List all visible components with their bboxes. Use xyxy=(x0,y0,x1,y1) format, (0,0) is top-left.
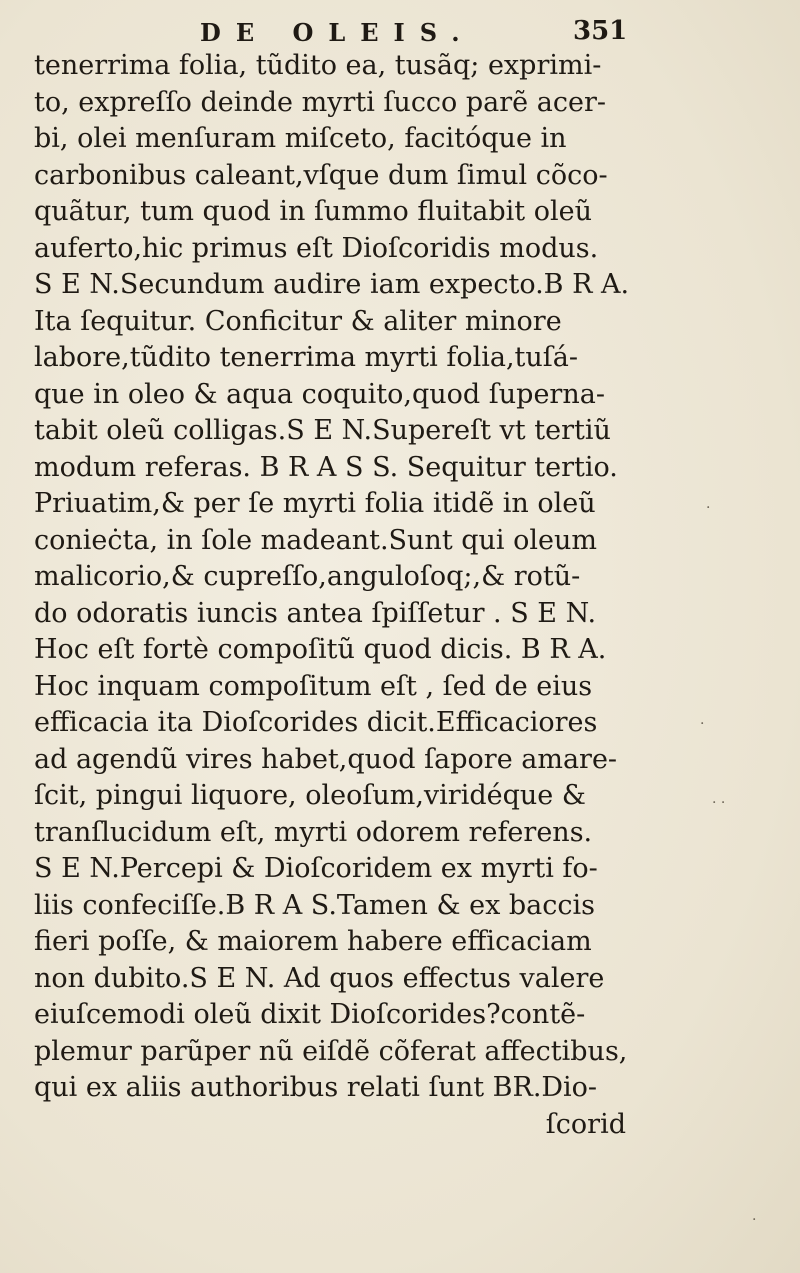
text-line: Hoc eſt fortè compoſitũ quod dicis. B R A. xyxy=(34,634,607,665)
margin-speck: · · xyxy=(712,795,726,811)
text-line: efficacia ita Dioſcorides dicit.Efficaciores xyxy=(34,707,598,738)
text-line: S E N.Secundum audire iam expecto.B R A. xyxy=(34,269,630,300)
text-line: tabit oleũ colligas.S E N.Supereſt vt tertiũ xyxy=(34,415,611,446)
text-line: ad agendũ vires habet,quod ſapore amare- xyxy=(34,743,618,775)
catchword: ſcorid xyxy=(545,1108,626,1140)
text-line: bi, olei menſuram miſceto, facitóque in xyxy=(34,123,567,154)
text-line: eiuſcemodi oleũ dixit Dioſcorides?contẽ- xyxy=(34,999,586,1030)
text-line: qui ex aliis authoribus relati ſunt BR.Dio- xyxy=(34,1072,598,1103)
margin-speck: · xyxy=(700,716,705,732)
text-line: carbonibus caleant,vſque dum ſimul cõco- xyxy=(34,159,608,191)
text-line: quãtur, tum quod in ſummo fluitabit oleũ xyxy=(34,196,592,227)
page-number: 351 xyxy=(573,16,628,46)
text-line: que in oleo & aqua coquito,quod ſuperna- xyxy=(34,378,605,410)
text-line: tranſlucidum eſt, myrti odorem referens. xyxy=(34,816,593,848)
text-line: plemur parũper nũ eiſdẽ cõferat affectibus, xyxy=(34,1035,628,1067)
running-head xyxy=(0,14,800,50)
text-line: non dubito.S E N. Ad quos effectus valere xyxy=(34,962,605,994)
text-line: liis confeciſſe.B R A S.Tamen & ex baccis xyxy=(34,889,596,921)
text-line: malicorio,& cupreſſo,anguloſoq;,& rotũ- xyxy=(34,561,581,592)
text-line: S E N.Percepi & Dioſcoridem ex myrti fo- xyxy=(34,853,598,884)
text-line: Priuatim,& per ſe myrti folia itidẽ in oleũ xyxy=(34,488,596,519)
text-line: conieċta, in ſole madeant.Sunt qui oleum xyxy=(34,524,598,556)
text-line: auferto,hic primus eſt Dioſcoridis modus. xyxy=(34,232,599,264)
text-line: to, expreſſo deinde myrti ſucco parẽ acer- xyxy=(34,86,606,118)
text-line: Hoc inquam compoſitum eſt , ſed de eius xyxy=(34,670,593,702)
text-line: modum referas. B R A S S. Sequitur tertio. xyxy=(34,451,618,483)
text-line: labore,tũdito tenerrima myrti folia,tuſá- xyxy=(34,342,578,373)
text-line: do odoratis iuncis antea ſpiſſetur . S E N. xyxy=(34,597,597,629)
text-line: ſcit, pingui liquore, oleoſum,viridéque & xyxy=(34,780,586,811)
body-text xyxy=(34,48,634,1143)
text-line: fieri poſſe, & maiorem habere efficaciam xyxy=(34,926,592,957)
text-line: tenerrima folia, tũdito ea, tusãq; exprimi- xyxy=(34,50,602,81)
text-line: Ita ſequitur. Conficitur & aliter minore xyxy=(34,305,562,337)
margin-speck: · xyxy=(706,500,711,516)
margin-speck: · xyxy=(752,1212,757,1228)
running-head-title: DE OLEIS. xyxy=(200,18,475,47)
